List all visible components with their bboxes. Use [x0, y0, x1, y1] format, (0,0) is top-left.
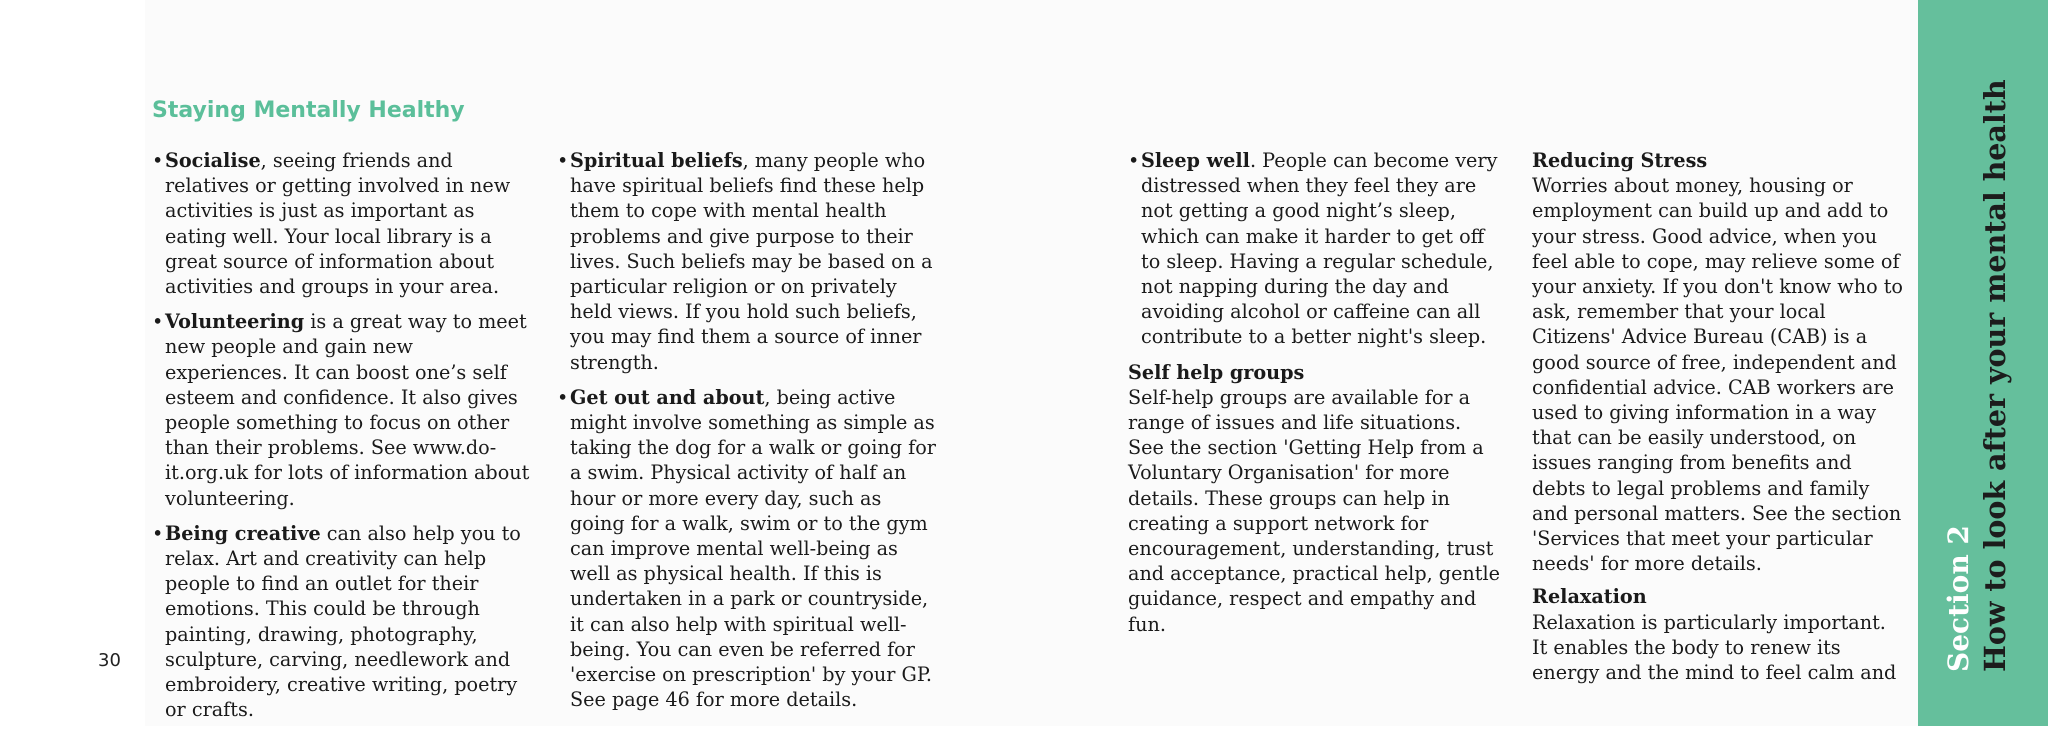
- reducing-stress-heading: Reducing Stress: [1532, 149, 1708, 172]
- bullet-text: , seeing friends and relatives or getting involved in new activities is just as important as eating well. Your local library is a great source of information about activities and groups in your area.: [165, 149, 511, 299]
- bullet-text: can also help you to relax. Art and creativity can help people to find an outlet for their emotions. This could be through painting, drawing, photography, sculpture, carving, needlework and embroidery, creative writing, poetry or crafts.: [165, 521, 521, 722]
- section-title: How to look after your mental health: [1978, 79, 2012, 672]
- bullet-text: , being active might involve something as simple as taking the dog for a walk or going for a swim. Physical activity of half an hour or more every day, such as going for a walk, swim or to the gym can improve mental well-being as well as physical health. If this is undertaken in a park or countryside, it can also help with spiritual well-being. You can even be referred for 'exercise on prescription' by your GP. See page 46 for more details.: [570, 385, 936, 712]
- reducing-stress-text: Worries about money, housing or employment can build up and add to your stress. Good advice, when you feel able to cope, may relieve some of your anxiety. If you don't know who to ask, remember that your local Citizens' Advice Bureau (CAB) is a good source of free, independent and confidential advice. CAB workers are used to giving information in a way that can be easily understood, on issues ranging from benefits and debts to legal problems and family and personal matters. See the section 'Services that meet your particular needs' for more details.: [1532, 174, 1903, 576]
- bullet-title: Being creative: [165, 521, 321, 545]
- bullet-text: , many people who have spiritual beliefs find these help them to cope with mental health problems and give purpose to their lives. Such beliefs may be based on a particular religion or on privately held views. If you hold such beliefs, you may find them a source of inner strength.: [570, 149, 933, 374]
- bullet-text: . People can become very distressed when they feel they are not getting a good night’s sleep, which can make it harder to get off to sleep. Having a regular schedule, not napping during the day and avoiding alcohol or caffeine can all contribute to a better night's sleep.: [1141, 149, 1498, 349]
- page-heading: Staying Mentally Healthy: [152, 98, 465, 123]
- self-help-groups-text-2: See the section 'Getting Help from a Voluntary Organisation' for more details. These groups can help in creating a support network for encouragement, understanding, trust and acceptance, practical help, gentle guidance, respect and empathy and fun.: [1128, 436, 1500, 636]
- self-help-groups-text: Self-help groups are available for a range of issues and life situations.: [1128, 385, 1471, 435]
- bullet-sleep-well: [1128, 148, 1506, 350]
- bullet-get-out-and-about: [557, 385, 941, 713]
- bullet-socialise: [152, 148, 530, 299]
- column-3: [1128, 148, 1506, 637]
- bullet-text: is a great way to meet new people and gain new experiences. It can boost one’s self esteem and confidence. It also gives people something to focus on other than their problems. See www.do-it.org.uk for lots of information about volunteering.: [165, 310, 530, 510]
- section-gap: [1532, 576, 1906, 584]
- column-1: [152, 148, 530, 732]
- section-side-text: [1941, 79, 2013, 672]
- page-number: 30: [98, 650, 121, 671]
- relaxation-heading: Relaxation: [1532, 585, 1647, 609]
- bullet-title: Get out and about: [570, 385, 765, 409]
- relaxation-text: Relaxation is particularly important. It enables the body to renew its energy and the mind to feel calm and: [1532, 610, 1897, 685]
- self-help-groups-heading: Self help groups: [1128, 360, 1305, 384]
- bullet-title: Spiritual beliefs: [570, 149, 743, 172]
- bullet-being-creative: [152, 521, 530, 723]
- column-2: [557, 148, 941, 722]
- bullet-title: Volunteering: [165, 310, 305, 334]
- bullet-title: Sleep well: [1141, 149, 1250, 172]
- section-label: Section 2: [1942, 525, 1975, 672]
- bullet-title: Socialise: [165, 149, 261, 172]
- bullet-volunteering: [152, 309, 530, 511]
- column-4: [1532, 148, 1906, 685]
- bullet-spiritual-beliefs: [557, 148, 941, 375]
